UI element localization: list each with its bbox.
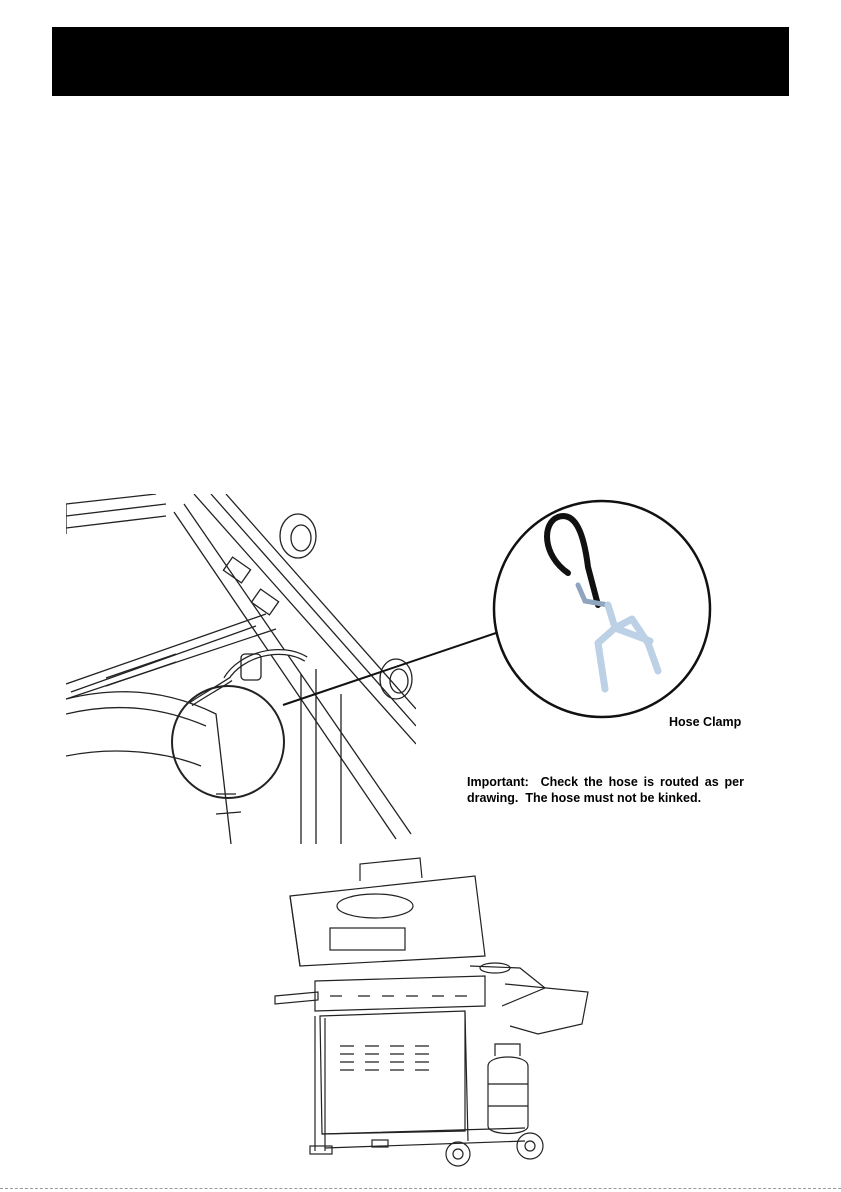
important-note: Important: Check the hose is routed as per drawing. The hose must not be kinked. [467,775,748,805]
gas-grill-illustration [270,856,590,1168]
hose-routing-illustration [66,494,416,844]
hose-clamp-zoom [490,493,715,725]
hose-clamp-label: Hose Clamp [669,715,742,729]
header-bar [52,27,789,96]
page-bottom-rule [0,1188,841,1189]
